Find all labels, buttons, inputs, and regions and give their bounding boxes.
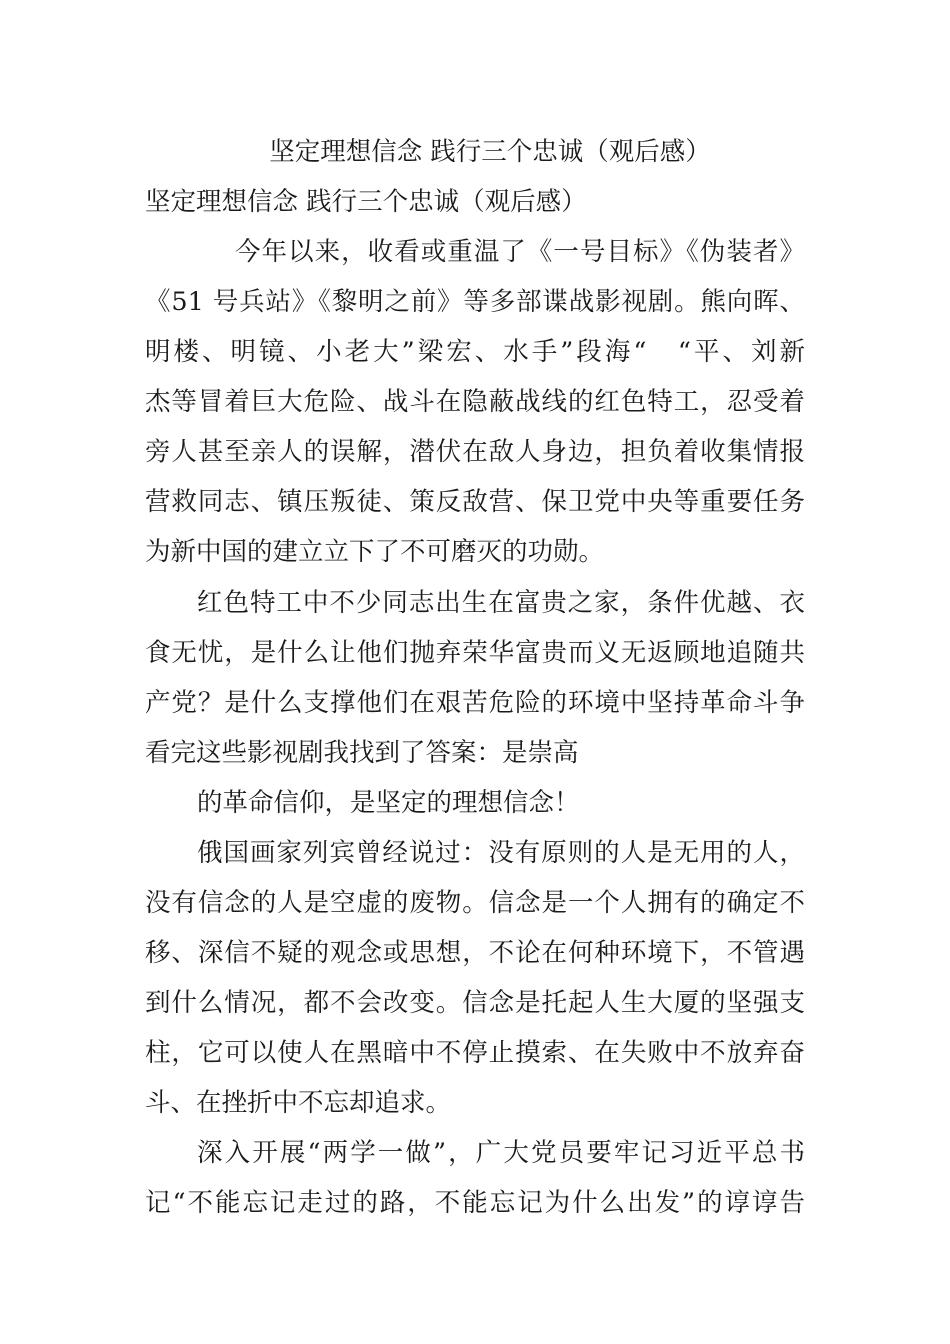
paragraph-line: 产党？是什么支撑他们在艰苦危险的环境中坚持革命斗争 — [145, 688, 805, 718]
paragraph-line: 深入开展“两学一做”，广大党员要牢记习近平总书 — [197, 1138, 805, 1168]
paragraph-line: 记“不能忘记走过的路，不能忘记为什么出发”的谆谆告 — [145, 1188, 805, 1218]
paragraph-line: 杰等冒着巨大危险、战斗在隐蔽战线的红色特工，忍受着 — [145, 387, 805, 417]
document-subtitle: 坚定理想信念 践行三个忠诚（观后感） — [145, 187, 587, 217]
paragraph-line: 没有信念的人是空虚的废物。信念是一个人拥有的确定不 — [145, 888, 805, 918]
paragraph-line: 《51 号兵站》《黎明之前》等多部谍战影视剧。熊向晖、 — [145, 287, 805, 317]
paragraph-line: 红色特工中不少同志出生在富贵之家，条件优越、衣 — [197, 588, 805, 618]
paragraph-line: 的革命信仰，是坚定的理想信念！ — [197, 788, 580, 818]
paragraph-line: 看完这些影视剧我找到了答案：是崇高 — [145, 738, 579, 768]
paragraph-line: 柱，它可以使人在黑暗中不停止摸索、在失败中不放弃奋 — [145, 1038, 805, 1068]
paragraph-line: 俄国画家列宾曾经说过：没有原则的人是无用的人， — [197, 838, 805, 868]
paragraph-line: 旁人甚至亲人的误解，潜伏在敌人身边，担负着收集情报 — [145, 437, 805, 467]
paragraph-line: 今年以来，收看或重温了《一号目标》《伪装者》 — [235, 237, 805, 267]
paragraph-line: 食无忧，是什么让他们抛弃荣华富贵而义无返顾地追随共 — [145, 638, 805, 668]
paragraph-line: 营救同志、镇压叛徒、策反敌营、保卫党中央等重要任务 — [145, 487, 805, 517]
paragraph-line: 移、深信不疑的观念或思想，不论在何种环境下，不管遇 — [145, 938, 805, 968]
paragraph-line: 到什么情况，都不会改变。信念是托起人生大厦的坚强支 — [145, 988, 805, 1018]
paragraph-line: 斗、在挫折中不忘却追求。 — [145, 1088, 452, 1118]
paragraph-line: 为新中国的建立立下了不可磨灭的功勋。 — [145, 537, 605, 567]
document-title: 坚定理想信念 践行三个忠诚（观后感） — [269, 137, 711, 167]
paragraph-line: 明楼、明镜、小老大”梁宏、水手”段海“ “平、刘新 — [145, 337, 805, 367]
